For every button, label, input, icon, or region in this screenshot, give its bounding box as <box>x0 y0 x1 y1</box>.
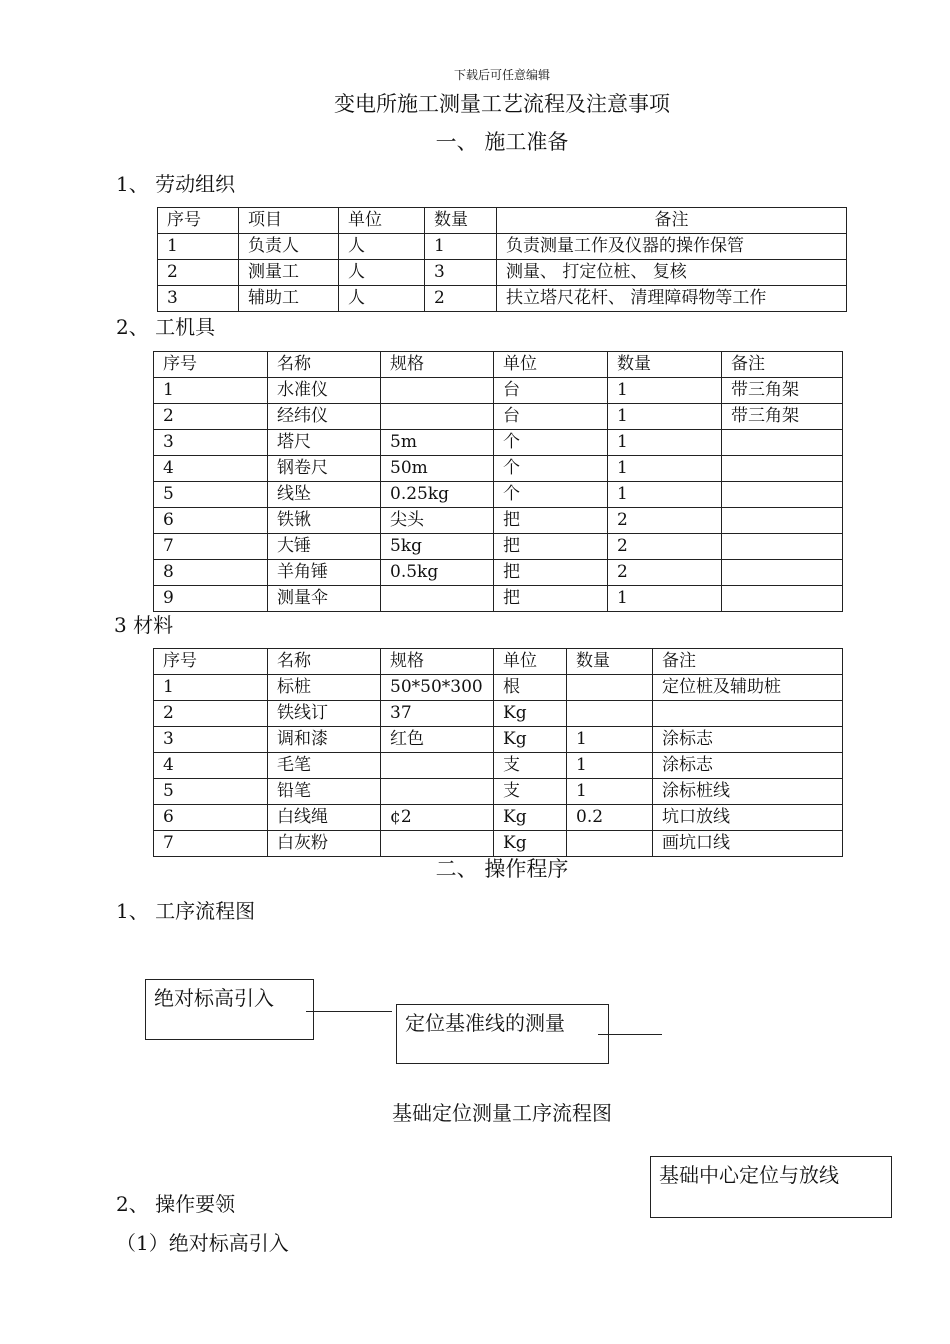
essentials-heading: 2、 操作要领 <box>116 1192 236 1216</box>
table-cell <box>381 753 494 779</box>
table-row <box>154 701 843 727</box>
table-cell <box>722 508 843 534</box>
table-cell: Kg <box>494 727 567 753</box>
table-cell: 把 <box>494 534 608 560</box>
column-header: 序号 <box>154 649 268 675</box>
table-cell: 线坠 <box>268 482 381 508</box>
table-cell: 标桩 <box>268 675 381 701</box>
table-cell: 支 <box>494 779 567 805</box>
tools-table <box>153 351 843 612</box>
table-cell: 5m <box>381 430 494 456</box>
table-cell: 负责测量工作及仪器的操作保管 <box>497 234 847 260</box>
column-header: 备注 <box>497 208 847 234</box>
table-cell: 个 <box>494 482 608 508</box>
table-cell: 调和漆 <box>268 727 381 753</box>
table-cell <box>381 779 494 805</box>
flow-box-label: 绝对标高引入 <box>154 986 274 1010</box>
table-row <box>154 727 843 753</box>
table-cell: 4 <box>154 456 268 482</box>
materials-table <box>153 648 843 857</box>
table-cell: 根 <box>494 675 567 701</box>
table-cell: 8 <box>154 560 268 586</box>
table-cell: 2 <box>425 286 497 312</box>
table-cell: 尖头 <box>381 508 494 534</box>
column-header: 名称 <box>268 352 381 378</box>
table-cell: 红色 <box>381 727 494 753</box>
table-cell: 3 <box>154 727 268 753</box>
table-row <box>154 430 843 456</box>
table-cell: 钢卷尺 <box>268 456 381 482</box>
table-cell: 1 <box>158 234 239 260</box>
table-cell: 3 <box>154 430 268 456</box>
table-cell: 测量、 打定位桩、 复核 <box>497 260 847 286</box>
table-cell: 1 <box>154 675 268 701</box>
table-row <box>158 286 847 312</box>
flow-connector <box>598 1034 662 1035</box>
table-cell: 经纬仪 <box>268 404 381 430</box>
table-cell: 1 <box>567 753 653 779</box>
flow-box-elevation <box>145 979 314 1040</box>
column-header: 数量 <box>425 208 497 234</box>
flow-heading: 1、 工序流程图 <box>116 899 256 923</box>
table-cell: 台 <box>494 404 608 430</box>
table-cell: 5kg <box>381 534 494 560</box>
table-cell <box>381 378 494 404</box>
subsection-elevation: （1）绝对标高引入 <box>116 1231 289 1255</box>
table-cell: 1 <box>567 727 653 753</box>
table-cell: 铁线订 <box>268 701 381 727</box>
table-row <box>154 508 843 534</box>
table-cell: 台 <box>494 378 608 404</box>
table-cell: 1 <box>567 779 653 805</box>
table-cell: ¢2 <box>381 805 494 831</box>
flow-connector <box>306 1011 392 1012</box>
table-cell: 50m <box>381 456 494 482</box>
table-cell: 1 <box>608 378 722 404</box>
table-cell: 铁锹 <box>268 508 381 534</box>
table-cell <box>567 701 653 727</box>
table-cell: 2 <box>608 560 722 586</box>
column-header: 规格 <box>381 649 494 675</box>
table-cell: 坑口放线 <box>653 805 843 831</box>
table-row <box>154 378 843 404</box>
table-cell: 9 <box>154 586 268 612</box>
table-cell: 个 <box>494 456 608 482</box>
table-row <box>154 753 843 779</box>
table-cell: 涂标桩线 <box>653 779 843 805</box>
table-cell: 铅笔 <box>268 779 381 805</box>
tools-heading: 2、 工机具 <box>116 315 216 339</box>
table-cell: 6 <box>154 805 268 831</box>
table-cell: 人 <box>339 286 425 312</box>
table-cell: 1 <box>608 430 722 456</box>
section-heading-preparation: 一、 施工准备 <box>435 130 569 154</box>
table-cell <box>722 534 843 560</box>
flow-caption: 基础定位测量工序流程图 <box>392 1101 612 1125</box>
table-cell <box>722 586 843 612</box>
table-cell: 白灰粉 <box>268 831 381 857</box>
table-row <box>154 534 843 560</box>
table-header-row <box>154 649 843 675</box>
section-heading-procedure: 二、 操作程序 <box>435 857 569 881</box>
labor-heading: 1、 劳动组织 <box>116 172 236 196</box>
document-title: 变电所施工测量工艺流程及注意事项 <box>334 92 670 116</box>
table-cell: 白线绳 <box>268 805 381 831</box>
table-cell: 1 <box>608 404 722 430</box>
table-cell: 5 <box>154 779 268 805</box>
table-row <box>158 234 847 260</box>
table-cell <box>567 675 653 701</box>
column-header: 数量 <box>567 649 653 675</box>
table-cell: 1 <box>154 378 268 404</box>
table-cell: 把 <box>494 508 608 534</box>
table-cell: 0.2 <box>567 805 653 831</box>
table-cell <box>653 701 843 727</box>
table-cell: 把 <box>494 560 608 586</box>
table-row <box>154 586 843 612</box>
table-cell: 2 <box>154 701 268 727</box>
table-cell: 5 <box>154 482 268 508</box>
table-cell: 涂标志 <box>653 753 843 779</box>
column-header: 备注 <box>653 649 843 675</box>
column-header: 单位 <box>494 352 608 378</box>
column-header: 数量 <box>608 352 722 378</box>
table-cell: 带三角架 <box>722 404 843 430</box>
table-cell: 人 <box>339 260 425 286</box>
table-cell: Kg <box>494 701 567 727</box>
flow-box-center-layout <box>650 1156 892 1218</box>
table-row <box>154 560 843 586</box>
column-header: 单位 <box>339 208 425 234</box>
table-row <box>154 404 843 430</box>
table-cell: 3 <box>425 260 497 286</box>
materials-heading: 3 材料 <box>114 613 174 637</box>
table-cell: 测量工 <box>239 260 339 286</box>
table-cell: 画坑口线 <box>653 831 843 857</box>
table-cell: Kg <box>494 831 567 857</box>
table-cell: 定位桩及辅助桩 <box>653 675 843 701</box>
table-cell: 0.5kg <box>381 560 494 586</box>
table-cell: 7 <box>154 831 268 857</box>
table-header-row <box>158 208 847 234</box>
column-header: 规格 <box>381 352 494 378</box>
table-cell: 1 <box>608 586 722 612</box>
table-cell: Kg <box>494 805 567 831</box>
column-header: 项目 <box>239 208 339 234</box>
table-cell: 6 <box>154 508 268 534</box>
table-cell: 毛笔 <box>268 753 381 779</box>
table-cell: 2 <box>608 508 722 534</box>
table-header-row <box>154 352 843 378</box>
table-cell: 2 <box>154 404 268 430</box>
table-cell: 塔尺 <box>268 430 381 456</box>
column-header: 序号 <box>158 208 239 234</box>
table-cell: 3 <box>158 286 239 312</box>
column-header: 名称 <box>268 649 381 675</box>
table-cell: 4 <box>154 753 268 779</box>
flow-box-label: 基础中心定位与放线 <box>659 1163 839 1187</box>
table-cell <box>722 560 843 586</box>
flow-box-label: 定位基准线的测量 <box>405 1011 565 1035</box>
table-cell <box>722 430 843 456</box>
table-cell <box>722 482 843 508</box>
table-cell: 涂标志 <box>653 727 843 753</box>
table-cell: 人 <box>339 234 425 260</box>
table-cell: 1 <box>425 234 497 260</box>
table-row <box>154 779 843 805</box>
table-cell: 支 <box>494 753 567 779</box>
table-cell: 带三角架 <box>722 378 843 404</box>
flow-box-baseline <box>396 1004 609 1064</box>
table-row <box>154 482 843 508</box>
table-cell: 测量伞 <box>268 586 381 612</box>
table-cell: 水准仪 <box>268 378 381 404</box>
table-cell: 羊角锤 <box>268 560 381 586</box>
table-cell <box>381 586 494 612</box>
table-cell: 1 <box>608 456 722 482</box>
table-row <box>154 805 843 831</box>
table-cell: 2 <box>158 260 239 286</box>
table-cell: 0.25kg <box>381 482 494 508</box>
table-row <box>154 456 843 482</box>
table-cell: 大锤 <box>268 534 381 560</box>
table-cell: 把 <box>494 586 608 612</box>
column-header: 单位 <box>494 649 567 675</box>
table-row <box>154 675 843 701</box>
table-row <box>158 260 847 286</box>
table-cell: 个 <box>494 430 608 456</box>
table-cell: 50*50*300 <box>381 675 494 701</box>
table-cell: 7 <box>154 534 268 560</box>
table-cell: 扶立塔尺花杆、 清理障碍物等工作 <box>497 286 847 312</box>
table-cell <box>722 456 843 482</box>
table-cell: 2 <box>608 534 722 560</box>
table-cell: 1 <box>608 482 722 508</box>
column-header: 备注 <box>722 352 843 378</box>
column-header: 序号 <box>154 352 268 378</box>
table-cell: 负责人 <box>239 234 339 260</box>
table-cell <box>381 404 494 430</box>
header-note: 下载后可任意编辑 <box>453 68 550 82</box>
table-cell: 37 <box>381 701 494 727</box>
table-cell: 辅助工 <box>239 286 339 312</box>
labor-table <box>157 207 847 312</box>
